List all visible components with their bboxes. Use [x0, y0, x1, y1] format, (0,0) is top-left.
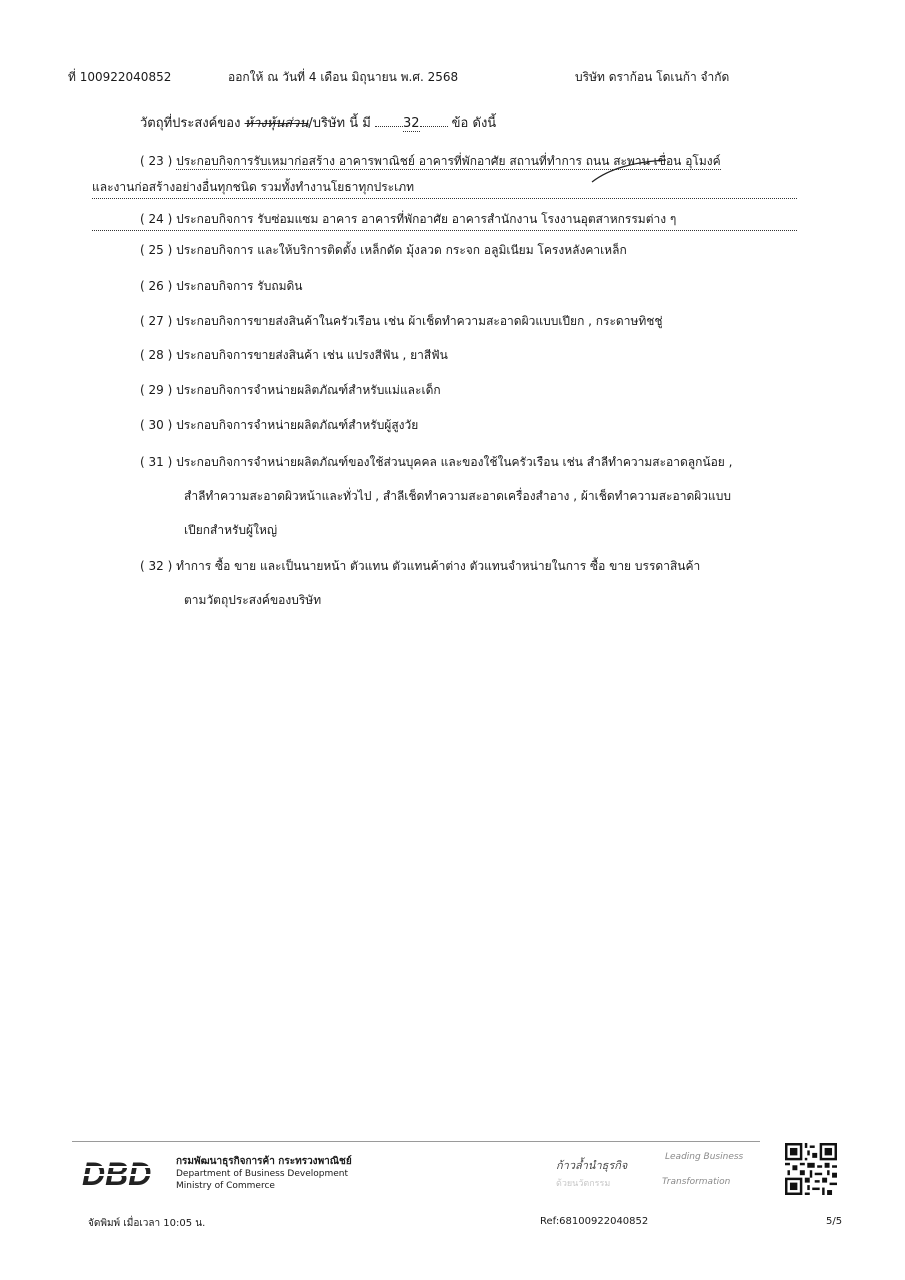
issue-date: ออกให้ ณ วันที่ 4 เดือน มิถุนายน พ.ศ. 2568 — [228, 70, 459, 84]
slogan-th: ก้าวล้ำนำธุรกิจ — [556, 1159, 628, 1172]
department-info — [176, 1156, 352, 1192]
item-text: ประกอบกิจการจำหน่ายผลิตภัณฑ์ของใช้ส่วนบุคคล และของใช้ในครัวเรือน เช่น สำลีทำความสะอาดลูกน้อย , — [176, 455, 733, 469]
slogan-en-line2: Transformation — [662, 1177, 731, 1187]
item-number: ( 31 ) — [140, 455, 173, 469]
objective-item-27 — [140, 312, 663, 331]
objective-item-29 — [140, 381, 441, 400]
item-text: ประกอบกิจการ รับซ่อมแซม อาคาร อาคารที่พักอาศัย อาคารสำนักงาน โรงงานอุตสาหกรรมต่าง ๆ — [176, 212, 677, 226]
item-text: ประกอบกิจการ และให้บริการติดตั้ง เหล็กดัด มุ้งลวด กระจก อลูมิเนียม โครงหลังคาเหล็ก — [176, 243, 627, 257]
dbd-logo — [80, 1155, 168, 1191]
dbd-logo-text: DBD — [82, 1156, 152, 1191]
page-number: 5/5 — [826, 1216, 843, 1227]
objective-item-32 — [140, 557, 700, 576]
item-number: ( 26 ) — [140, 279, 173, 293]
objective-item-31 — [140, 453, 732, 472]
reference-number: Ref:68100922040852 — [540, 1216, 649, 1227]
item-number: ( 24 ) — [140, 212, 173, 226]
footer-divider — [72, 1141, 760, 1142]
objective-item-25 — [140, 241, 627, 260]
objective-item-26 — [140, 277, 303, 296]
slogan-th-faint: ด้วยนวัตกรรม — [556, 1179, 611, 1189]
intro-struck-word: ห้างหุ้นส่วน — [244, 116, 309, 131]
objective-item-31-continued-2: เปียกสำหรับผู้ใหญ่ — [184, 523, 278, 537]
objective-item-24 — [92, 210, 797, 231]
objective-item-23-continued: และงานก่อสร้างอย่างอื่นทุกชนิด รวมทั้งทำงานโยธาทุกประเภท — [92, 178, 797, 199]
item-text: ประกอบกิจการ รับถมดิน — [176, 279, 303, 293]
item-number: ( 23 ) — [140, 154, 173, 168]
item-number: ( 27 ) — [140, 314, 173, 328]
item-number: ( 25 ) — [140, 243, 173, 257]
intro-prefix: วัตถุที่ประสงค์ของ — [140, 116, 241, 131]
department-name-en: Department of Business Development — [176, 1169, 348, 1179]
qr-code — [785, 1143, 837, 1195]
slogan-en-line1: Leading Business — [665, 1152, 744, 1162]
item-text: ประกอบกิจการจำหน่ายผลิตภัณฑ์สำหรับแม่และเด็ก — [176, 383, 441, 397]
objective-item-30 — [140, 416, 418, 435]
objectives-count: 32 — [402, 116, 420, 131]
objective-item-32-continued: ตามวัตถุประสงค์ของบริษัท — [184, 593, 322, 607]
print-time: จัดพิมพ์ เมื่อเวลา 10:05 น. — [88, 1218, 206, 1229]
document-number: ที่ 100922040852 — [68, 70, 172, 84]
objective-item-28 — [140, 346, 448, 365]
item-number: ( 29 ) — [140, 383, 173, 397]
ministry-name-en: Ministry of Commerce — [176, 1181, 275, 1191]
item-text: ทำการ ซื้อ ขาย และเป็นนายหน้า ตัวแทน ตัวแทนค้าต่าง ตัวแทนจำหน่ายในการ ซื้อ ขาย บรรดาสินค้า — [176, 559, 701, 573]
objectives-intro — [140, 112, 496, 133]
objective-item-23 — [140, 152, 795, 171]
item-number: ( 32 ) — [140, 559, 173, 573]
item-text: ประกอบกิจการจำหน่ายผลิตภัณฑ์สำหรับผู้สูงวัย — [176, 418, 419, 432]
item-text: ประกอบกิจการรับเหมาก่อสร้าง อาคารพาณิชย์ อาคารที่พักอาศัย สถานที่ทำการ ถนน สะพาน เขื่อน อุโมงค์ — [176, 154, 721, 168]
item-number: ( 28 ) — [140, 348, 173, 362]
objective-item-31-continued-1: สำลีทำความสะอาดผิวหน้าและทั่วไป , สำลีเช็ดทำความสะอาดเครื่องสำอาง , ผ้าเช็ดทำความสะอาดผิวแบบ — [184, 489, 731, 503]
intro-mid: /บริษัท นี้ มี — [308, 116, 371, 131]
item-number: ( 30 ) — [140, 418, 173, 432]
item-text: ประกอบกิจการขายส่งสินค้า เช่น แปรงสีฟัน , ยาสีฟัน — [176, 348, 448, 362]
intro-suffix: ข้อ ดังนี้ — [451, 116, 497, 131]
department-name-th: กรมพัฒนาธุรกิจการค้า กระทรวงพาณิชย์ — [176, 1156, 352, 1167]
company-name: บริษัท ดราก้อน โดเนก้า จำกัด — [575, 70, 730, 84]
item-text: ประกอบกิจการขายส่งสินค้าในครัวเรือน เช่น ผ้าเช็ดทำความสะอาดผิวแบบเปียก , กระดาษทิชชู่ — [176, 314, 663, 328]
